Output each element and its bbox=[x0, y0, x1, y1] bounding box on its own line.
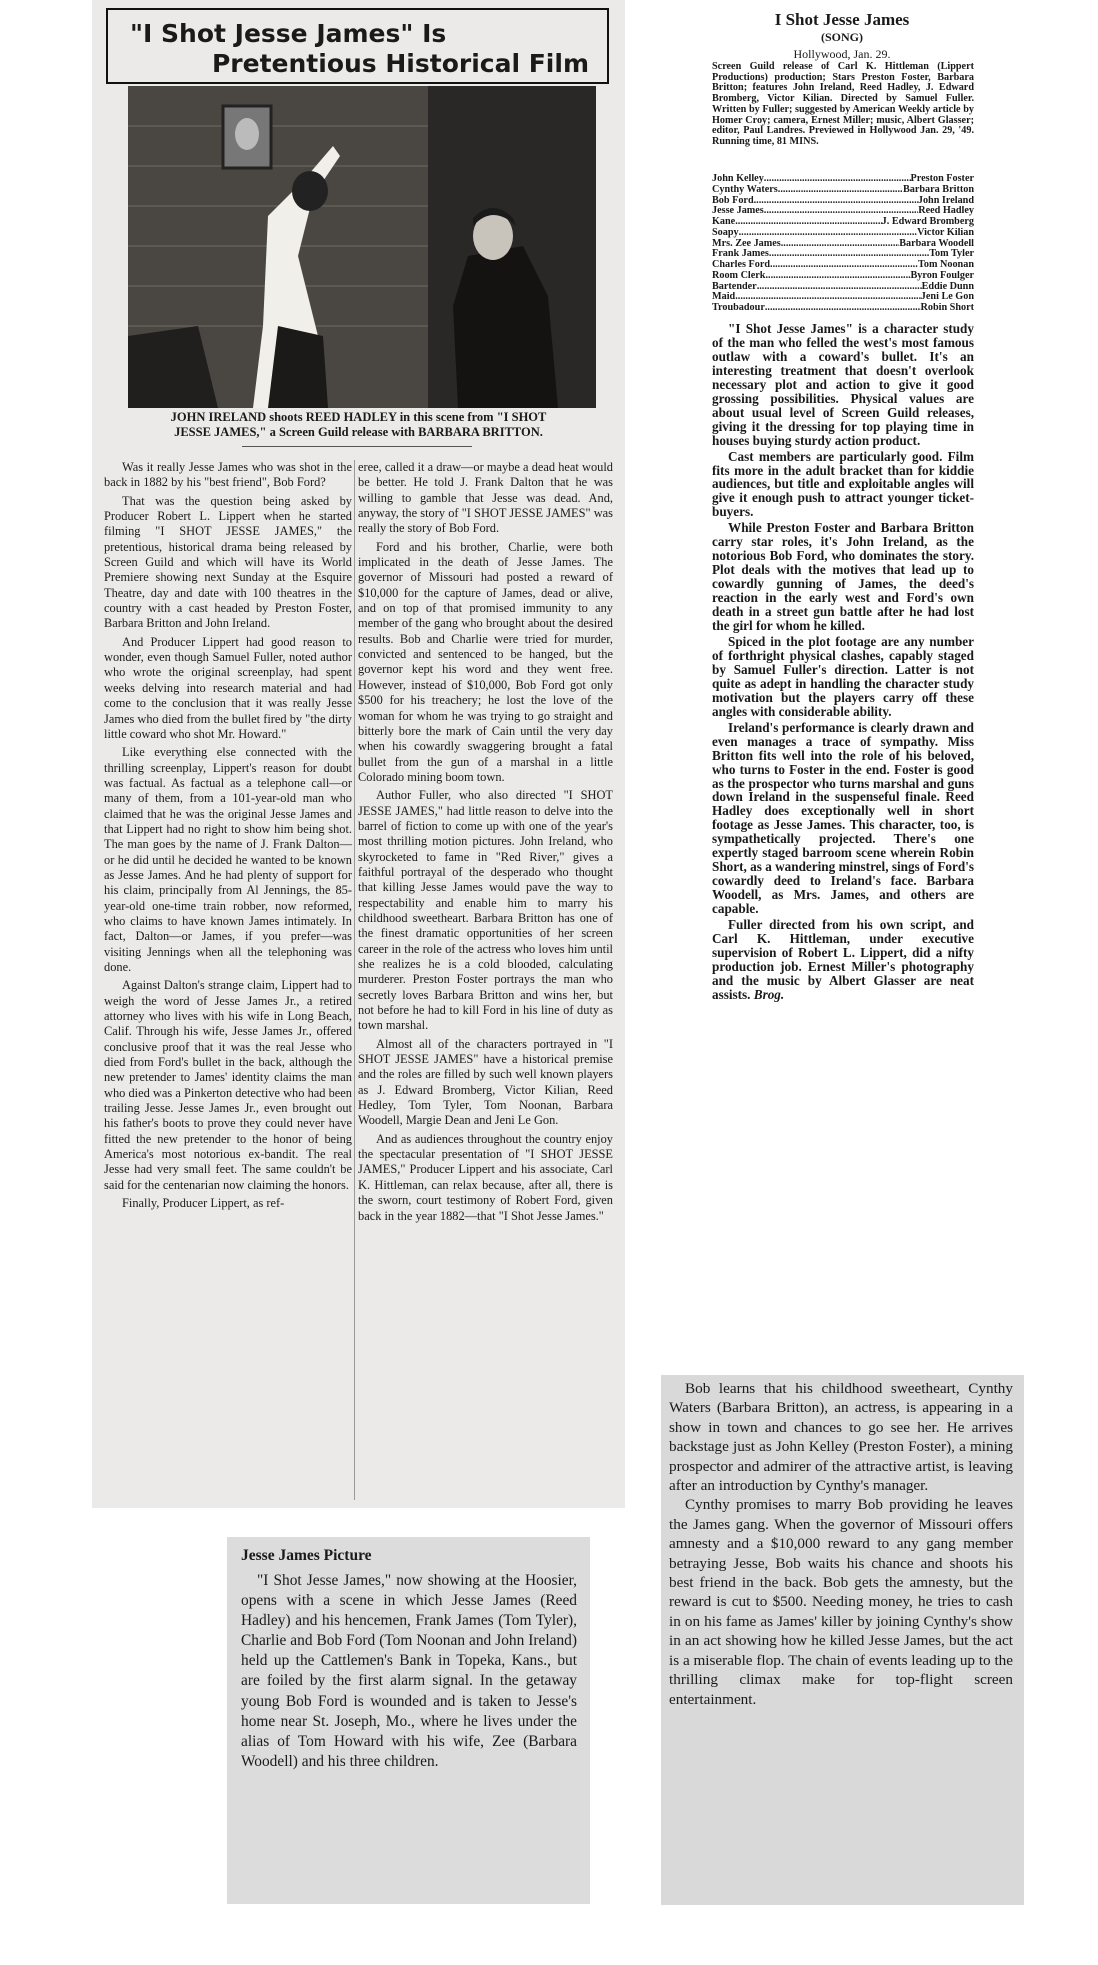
article-column-right bbox=[358, 460, 613, 1227]
cast-actor: Preston Foster bbox=[910, 174, 974, 184]
scene-photo bbox=[128, 86, 596, 408]
cast-role: Bartender bbox=[712, 281, 757, 292]
plot-summary-body bbox=[669, 1379, 1013, 1709]
cast-actor: Jeni Le Gon bbox=[920, 292, 974, 303]
cast-row bbox=[712, 174, 974, 185]
article-paragraph: Ford and his brother, Charlie, were both implicated in the death of Jesse James. The governor of Missouri had posted a reward of $10,000 for the capture of James, dead or alive, and on top of that promised immunity to any member of the gang who brought about the desired results. Bob and Charlie were tried for murder, convicted and sentenced to be hanged, but the governor kept his word and they went free. However, instead of $10,000, Bob Ford got only $500 for his treachery; he lost the love of the woman for whom he was trying to go straight and bitterly bore the mark of Cain until the very day when his cowardly swaggering brought a fatal bullet from the gun of a marshal in a little Colorado mining boom town. bbox=[358, 539, 613, 784]
cast-actor: John Ireland bbox=[917, 195, 974, 206]
cast-row bbox=[712, 217, 974, 228]
plot-paragraph: Cynthy promises to marry Bob providing he leaves the James gang. When the governor of Missouri offers amnesty and a $10,000 reward to any gang member betraying Jesse, Bob waits his chance and shoots his best friend in the back. Bob gets the amnesty, but the reward is cut to $500. Needing money, he tries to cash in on his fame as James' killer by joining Cynthy's show in an act showing how he killed Jesse James, but the act is a miserable flop. The chain of events leading up to the thrilling climax make for top-flight screen entertainment. bbox=[669, 1496, 1013, 1708]
plot-paragraph: Bob learns that his childhood sweetheart, Cynthy Waters (Barbara Britton), an actress, is appearing in a show in town and chances to go see her. He arrives backstage just as John Kelley (Preston Foster), a mining prospector and admirer of the attractive artist, is leaving after an introduction by Cynthy's manager. bbox=[669, 1380, 1013, 1495]
article-paragraph: Finally, Producer Lippert, as ref- bbox=[122, 1196, 285, 1211]
cast-role: Kane bbox=[712, 217, 736, 227]
review-paragraph: Ireland's performance is clearly drawn and even manages a trace of sympathy. Miss Britton fits well into the role of his beloved, who turns to Foster in the end. Foster is good as the prospector who turns marshal and guns down Ireland in the suspenseful finale. Reed Hadley does exceptionally well in short footage as Jesse James. This character, too, is sympathetically projected. There's one expertly staged barroom scene wherein Robin Short, as a wandering minstrel, sings of Ford's cowardly deed to Ireland's face. Barbara Woodell, as Mrs. James, and others are capable. bbox=[712, 719, 974, 917]
cast-row bbox=[712, 249, 974, 260]
jesse-james-picture-clipping bbox=[227, 1537, 590, 1904]
article-paragraph: Like everything else connected with the thrilling screenplay, Lippert's reason for doubt was factual. As factual as a telephone call—or many of them, from a 101-year-old man who claimed that he was the original Jesse James and that Lippert had no right to show him being shot. The man goes by the name of J. Frank Dalton—or he did until he decided he wanted to be known as Jesse James. And he had plenty of support for his claim, principally from Al Jennings, the 85-year-old one-time train robber, now reformed, who claims to have known James intimately. In fact, Dalton—or James, if you prefer—was visiting Jennings when all the telephoning was done. bbox=[104, 745, 352, 974]
cast-actor: J. Edward Bromberg bbox=[881, 217, 974, 227]
cast-role: Mrs. Zee James bbox=[712, 238, 781, 249]
article-paragraph: And Producer Lippert had good reason to wonder, even though Samuel Fuller, noted author who wrote the original screenplay, had spent weeks delving into research material and had come to the conclusion that it was really Jesse James who died from the bullet fired by "the dirty little coward who shot Mr. Howard." bbox=[104, 634, 352, 741]
cast-actor: Eddie Dunn bbox=[921, 281, 974, 292]
headline-line-1: "I Shot Jesse James" Is bbox=[130, 19, 447, 48]
review-clipping bbox=[704, 0, 980, 1160]
cast-role: Room Clerk bbox=[712, 270, 766, 281]
cast-row bbox=[712, 271, 974, 282]
cast-row bbox=[712, 260, 974, 271]
review-subtitle: (SONG) bbox=[821, 30, 863, 44]
review-paragraph: Cast members are particularly good. Film fits more in the adult bracket than for kiddie audiences, but title and exploitable angles will give it enough push to attract younger ticket-buyers. bbox=[712, 448, 974, 520]
cast-row bbox=[712, 185, 974, 196]
article-paragraph: Author Fuller, who also directed "I SHOT JESSE JAMES," had little reason to delve into the barrel of fiction to come up with one of the year's most thrilling motion pictures. John Ireland, who skyrocketed to fame in "Red River," gives a faithful portrayal of the desperado who thought that killing Jesse James would pave the way to respectability and enable him to marry his childhood sweetheart. Barbara Britton has one of the finest dramatic opportunities of her screen career in the role of the actress who loves him until she realizes he is a cold blooded, calculating murderer. Preston Foster portrays the man who secretly loves Barbara Britton and wins her, but not before he had to kill Ford in his line of duty as town marshal. bbox=[358, 788, 613, 1033]
clipping-title: Jesse James Picture bbox=[241, 1547, 372, 1564]
plot-summary-clipping bbox=[661, 1375, 1024, 1905]
column-divider bbox=[354, 460, 355, 1500]
caption-line-1: JOHN IRELAND shoots REED HADLEY in this scene from "I SHOT bbox=[170, 410, 547, 424]
article-paragraph: Against Dalton's strange claim, Lippert had to weigh the word of Jesse James Jr., a retired attorney who lives with his wife in Long Beach, Calif. Through his wife, Jesse James Jr., offered conclusive proof that it was the real Jesse who died from Ford's bullet in the back, although the new pretender to James' identity claims the man who died was a Pinkerton detective who had been trailing Jesse. Jesse James Jr., even brought out his father's boots to prove they could never have fitted the new pretender to the honor of being America's most notorious ex-bandit. The real Jesse had very small feet. The same couldn't be said for the centenarian now claiming the honors. bbox=[104, 978, 352, 1192]
photo-caption bbox=[102, 410, 615, 440]
review-signature: Brog. bbox=[753, 986, 785, 1002]
cast-role: Jesse James bbox=[712, 206, 764, 217]
review-paragraph: While Preston Foster and Barbara Britton carry star roles, it's John Ireland, as the notorious Bob Ford, who dominates the story. Plot deals with the motives that lead up to cowardly gunning of James, the deed's reaction in the early west and Ford's own death in a street gun battle after he had lost the girl for whom he killed. bbox=[712, 520, 974, 634]
article-paragraph: That was the question being asked by Producer Robert L. Lippert when he started filming "I SHOT JESSE JAMES," the pretentious, historical drama being released by Screen Guild and which will have its World Premiere showing next Sunday at the Esquire Theatre, day and date with 100 theatres in the country with a cast headed by Preston Foster, Barbara Britton and John Ireland. bbox=[104, 493, 352, 631]
article-paragraph: And as audiences throughout the country enjoy the spectacular presentation of "I SHOT JESSE JAMES," Producer Lippert and his associate, Carl K. Hittleman, can relax because, after all, there is the sworn, court testimony of Robert Ford, given back in the year 1882—that "I Shot Jesse James." bbox=[358, 1131, 613, 1223]
review-paragraph: Spiced in the plot footage are any number of forthright physical clashes, capably staged by Samuel Fuller's direction. Latter is not quite as adept in handling the character study motivation but the players carry off these angles with considerable ability. bbox=[712, 633, 974, 719]
cast-actor: Tom Tyler bbox=[929, 249, 974, 260]
review-credits: Screen Guild release of Carl K. Hittleman (Lippert Productions) production; Stars Preston Foster, Barbara Britton; features John Ireland, Reed Hadley, J. Edward Bromberg, Victor Kilian. Directed by Samuel Fuller. Written by Fuller; suggested by American Weekly article by Homer Croy; camera, Ernest Miller; music, Albert Glasser; editor, Paul Landres. Previewed in Hollywood Jan. 29, '49. Running time, 81 MINS. bbox=[712, 61, 974, 147]
headline-box bbox=[106, 8, 609, 84]
review-body bbox=[712, 322, 974, 1004]
cast-list bbox=[712, 174, 974, 314]
cast-row bbox=[712, 303, 974, 314]
article-paragraph: Almost all of the characters portrayed in "I SHOT JESSE JAMES" have a historical premise and the roles are filled by such well known players as J. Edward Bromberg, Victor Kilian, Reed Hedley, Tom Tyler, Tom Noonan, Barbara Woodell, Margie Dean and Jeni Le Gon. bbox=[358, 1036, 613, 1128]
cast-actor: Reed Hadley bbox=[918, 206, 974, 217]
cast-role: Soapy bbox=[712, 227, 739, 238]
cast-row bbox=[712, 292, 974, 303]
cast-row bbox=[712, 239, 974, 250]
headline-line-2: Pretentious Historical Film bbox=[211, 49, 589, 78]
review-closing-text: Fuller directed from his own script, and Carl K. Hittleman, under executive supervision of Robert L. Lippert, did a nifty production job. Ernest Miller's photography and the music by Albert Glasser are neat assists. bbox=[712, 917, 974, 1002]
cast-role: Frank James bbox=[712, 249, 769, 260]
cast-actor: Tom Noonan bbox=[918, 260, 974, 270]
cast-actor: Byron Foulger bbox=[910, 270, 974, 281]
main-article-clipping bbox=[92, 0, 625, 1508]
cast-role: Maid bbox=[712, 292, 736, 303]
clipping-body bbox=[241, 1571, 577, 1772]
cast-row bbox=[712, 282, 974, 293]
review-paragraph bbox=[712, 918, 974, 1002]
article-paragraph: Was it really Jesse James who was shot in the back in 1882 by his "best friend", Bob Ford? bbox=[104, 460, 352, 490]
review-paragraph: "I Shot Jesse James" is a character study of the man who felled the west's most famous outlaw with a coward's bullet. It's an interesting treatment that doesn't overlook necessary plot and action to give it good grossing possibilities. Physical values are about usual level of Screen Guild releases, giving it the dressing for top playing time in houses buying sturdy action product. bbox=[712, 321, 974, 448]
cast-actor: Robin Short bbox=[920, 303, 974, 313]
cast-row bbox=[712, 228, 974, 239]
review-title: I Shot Jesse James bbox=[774, 10, 910, 29]
cast-actor: Barbara Britton bbox=[902, 184, 974, 195]
caption-divider bbox=[242, 446, 472, 447]
cast-role: Bob Ford bbox=[712, 195, 754, 206]
clipping-paragraph: "I Shot Jesse James," now showing at the Hoosier, opens with a scene in which Jesse James (Reed Hadley) and his hencemen, Frank James (Tom Tyler), Charlie and Bob Ford (Tom Noonan and John Ireland) held up the Cattlemen's Bank in Topeka, Kans., but are foiled by the first alarm signal. In the getaway young Bob Ford is wounded and is taken to Jesse's home near St. Joseph, Mo., where he lives under the alias of Tom Howard with his wife, Zee (Barbara Woodell) and his three children. bbox=[241, 1572, 577, 1770]
caption-line-2: JESSE JAMES," a Screen Guild release with BARBARA BRITTON. bbox=[174, 425, 543, 439]
cast-row bbox=[712, 196, 974, 207]
cast-role: Charles Ford bbox=[712, 260, 771, 270]
cast-role: Troubadour bbox=[712, 303, 765, 313]
cast-row bbox=[712, 206, 974, 217]
scene-photo-illustration bbox=[128, 86, 596, 408]
cast-actor: Victor Kilian bbox=[917, 227, 974, 238]
article-column-left bbox=[104, 460, 352, 1215]
cast-role: John Kelley bbox=[712, 174, 764, 184]
cast-actor: Barbara Woodell bbox=[899, 238, 974, 249]
cast-role: Cynthy Waters bbox=[712, 184, 778, 195]
review-dateline: Hollywood, Jan. 29. bbox=[793, 47, 891, 61]
article-paragraph: eree, called it a draw—or maybe a dead heat would be better. He told J. Frank Dalton that he was willing to gamble that Jesse was dead. And, anyway, the story of "I SHOT JESSE JAMES" was really the story of Bob Ford. bbox=[358, 460, 613, 536]
